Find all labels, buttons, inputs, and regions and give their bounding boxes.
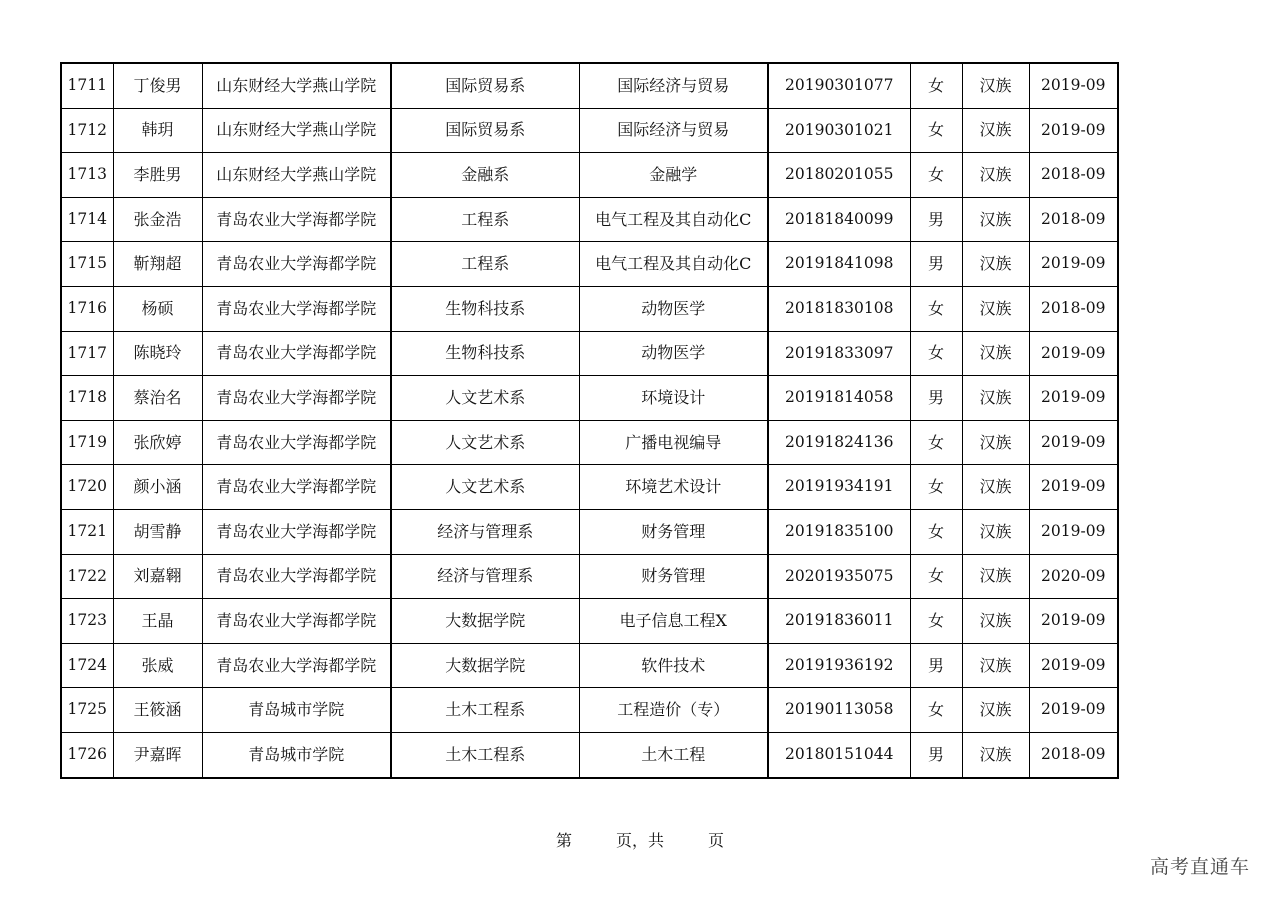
cell-enrollment-date: 2019-09 — [1029, 509, 1118, 554]
cell-student-name: 尹嘉晖 — [113, 732, 202, 777]
cell-ethnicity: 汉族 — [962, 688, 1029, 733]
cell-student-name: 颜小涵 — [113, 465, 202, 510]
cell-gender: 女 — [910, 688, 962, 733]
cell-ethnicity: 汉族 — [962, 286, 1029, 331]
cell-student-id: 20191835100 — [768, 509, 910, 554]
cell-department: 土木工程系 — [391, 688, 579, 733]
table-row — [61, 108, 1118, 153]
cell-student-name: 王晶 — [113, 599, 202, 644]
table-row — [61, 643, 1118, 688]
cell-row-number: 1712 — [61, 108, 113, 153]
cell-student-name: 刘嘉翱 — [113, 554, 202, 599]
cell-row-number: 1714 — [61, 197, 113, 242]
cell-gender: 男 — [910, 376, 962, 421]
cell-gender: 女 — [910, 286, 962, 331]
cell-row-number: 1726 — [61, 732, 113, 777]
cell-student-id: 20191836011 — [768, 599, 910, 644]
page-number-prefix: 第 — [555, 831, 572, 850]
cell-student-name: 蔡治名 — [113, 376, 202, 421]
cell-enrollment-date: 2019-09 — [1029, 599, 1118, 644]
cell-gender: 女 — [910, 63, 962, 108]
table-row — [61, 286, 1118, 331]
cell-major: 金融学 — [579, 153, 768, 198]
cell-row-number: 1722 — [61, 554, 113, 599]
cell-major: 电气工程及其自动化C — [579, 197, 768, 242]
table-row — [61, 197, 1118, 242]
cell-gender: 女 — [910, 153, 962, 198]
cell-department: 大数据学院 — [391, 599, 579, 644]
cell-enrollment-date: 2018-09 — [1029, 197, 1118, 242]
cell-student-id: 20191841098 — [768, 242, 910, 287]
cell-department: 人文艺术系 — [391, 465, 579, 510]
cell-student-id: 20201935075 — [768, 554, 910, 599]
cell-ethnicity: 汉族 — [962, 197, 1029, 242]
table-row — [61, 465, 1118, 510]
cell-student-id: 20191814058 — [768, 376, 910, 421]
cell-school: 青岛城市学院 — [202, 688, 391, 733]
cell-enrollment-date: 2019-09 — [1029, 465, 1118, 510]
cell-gender: 女 — [910, 331, 962, 376]
table-row — [61, 63, 1118, 108]
cell-student-name: 陈晓玲 — [113, 331, 202, 376]
cell-school: 青岛农业大学海都学院 — [202, 465, 391, 510]
roster-body — [61, 63, 1118, 778]
cell-enrollment-date: 2019-09 — [1029, 331, 1118, 376]
cell-department: 国际贸易系 — [391, 63, 579, 108]
table-row — [61, 509, 1118, 554]
page-number-suffix: 页 — [708, 831, 725, 850]
cell-school: 青岛农业大学海都学院 — [202, 197, 391, 242]
cell-row-number: 1718 — [61, 376, 113, 421]
cell-row-number: 1717 — [61, 331, 113, 376]
cell-school: 青岛农业大学海都学院 — [202, 509, 391, 554]
table-row — [61, 331, 1118, 376]
cell-school: 青岛农业大学海都学院 — [202, 643, 391, 688]
cell-school: 青岛农业大学海都学院 — [202, 331, 391, 376]
cell-row-number: 1711 — [61, 63, 113, 108]
cell-ethnicity: 汉族 — [962, 63, 1029, 108]
cell-major: 财务管理 — [579, 554, 768, 599]
cell-row-number: 1720 — [61, 465, 113, 510]
cell-department: 生物科技系 — [391, 286, 579, 331]
cell-major: 电子信息工程X — [579, 599, 768, 644]
cell-row-number: 1715 — [61, 242, 113, 287]
cell-ethnicity: 汉族 — [962, 331, 1029, 376]
cell-gender: 女 — [910, 554, 962, 599]
cell-enrollment-date: 2018-09 — [1029, 286, 1118, 331]
cell-department: 工程系 — [391, 242, 579, 287]
watermark-text: 高考直通车 — [1149, 856, 1250, 878]
cell-ethnicity: 汉族 — [962, 108, 1029, 153]
cell-row-number: 1724 — [61, 643, 113, 688]
cell-student-name: 王筱涵 — [113, 688, 202, 733]
cell-major: 环境设计 — [579, 376, 768, 421]
cell-row-number: 1713 — [61, 153, 113, 198]
cell-gender: 女 — [910, 108, 962, 153]
cell-school: 山东财经大学燕山学院 — [202, 108, 391, 153]
table-row — [61, 242, 1118, 287]
cell-gender: 男 — [910, 242, 962, 287]
cell-student-name: 张威 — [113, 643, 202, 688]
cell-gender: 女 — [910, 420, 962, 465]
cell-department: 国际贸易系 — [391, 108, 579, 153]
cell-student-name: 李胜男 — [113, 153, 202, 198]
cell-student-id: 20181830108 — [768, 286, 910, 331]
cell-department: 人文艺术系 — [391, 420, 579, 465]
cell-ethnicity: 汉族 — [962, 153, 1029, 198]
cell-student-name: 张欣婷 — [113, 420, 202, 465]
cell-gender: 女 — [910, 509, 962, 554]
cell-row-number: 1719 — [61, 420, 113, 465]
cell-row-number: 1723 — [61, 599, 113, 644]
cell-student-id: 20191824136 — [768, 420, 910, 465]
cell-department: 大数据学院 — [391, 643, 579, 688]
cell-major: 工程造价（专） — [579, 688, 768, 733]
cell-student-name: 胡雪静 — [113, 509, 202, 554]
cell-major: 国际经济与贸易 — [579, 63, 768, 108]
cell-enrollment-date: 2019-09 — [1029, 420, 1118, 465]
table-row — [61, 554, 1118, 599]
cell-department: 土木工程系 — [391, 732, 579, 777]
table-row — [61, 599, 1118, 644]
cell-school: 青岛农业大学海都学院 — [202, 242, 391, 287]
cell-student-name: 靳翔超 — [113, 242, 202, 287]
cell-student-name: 韩玥 — [113, 108, 202, 153]
cell-enrollment-date: 2019-09 — [1029, 108, 1118, 153]
cell-student-name: 张金浩 — [113, 197, 202, 242]
cell-gender: 男 — [910, 643, 962, 688]
cell-student-id: 20180201055 — [768, 153, 910, 198]
cell-student-name: 杨硕 — [113, 286, 202, 331]
cell-row-number: 1716 — [61, 286, 113, 331]
cell-school: 山东财经大学燕山学院 — [202, 63, 391, 108]
cell-department: 金融系 — [391, 153, 579, 198]
cell-enrollment-date: 2019-09 — [1029, 643, 1118, 688]
cell-student-id: 20180151044 — [768, 732, 910, 777]
cell-major: 广播电视编导 — [579, 420, 768, 465]
cell-school: 青岛农业大学海都学院 — [202, 554, 391, 599]
cell-school: 青岛农业大学海都学院 — [202, 420, 391, 465]
cell-ethnicity: 汉族 — [962, 554, 1029, 599]
cell-enrollment-date: 2018-09 — [1029, 732, 1118, 777]
cell-department: 经济与管理系 — [391, 509, 579, 554]
table-row — [61, 376, 1118, 421]
cell-major: 环境艺术设计 — [579, 465, 768, 510]
table-row — [61, 420, 1118, 465]
cell-ethnicity: 汉族 — [962, 732, 1029, 777]
cell-ethnicity: 汉族 — [962, 376, 1029, 421]
cell-student-id: 20191936192 — [768, 643, 910, 688]
cell-school: 青岛农业大学海都学院 — [202, 599, 391, 644]
cell-student-id: 20190301077 — [768, 63, 910, 108]
table-row — [61, 732, 1118, 777]
cell-enrollment-date: 2019-09 — [1029, 376, 1118, 421]
cell-enrollment-date: 2019-09 — [1029, 63, 1118, 108]
cell-major: 电气工程及其自动化C — [579, 242, 768, 287]
cell-major: 土木工程 — [579, 732, 768, 777]
cell-enrollment-date: 2019-09 — [1029, 688, 1118, 733]
cell-gender: 女 — [910, 465, 962, 510]
cell-row-number: 1721 — [61, 509, 113, 554]
cell-major: 国际经济与贸易 — [579, 108, 768, 153]
page-footer — [0, 828, 1280, 851]
cell-school: 山东财经大学燕山学院 — [202, 153, 391, 198]
cell-school: 青岛农业大学海都学院 — [202, 286, 391, 331]
cell-row-number: 1725 — [61, 688, 113, 733]
cell-major: 财务管理 — [579, 509, 768, 554]
cell-ethnicity: 汉族 — [962, 465, 1029, 510]
cell-gender: 男 — [910, 732, 962, 777]
cell-gender: 男 — [910, 197, 962, 242]
page-number-middle: 页，共 — [615, 831, 664, 850]
table-row — [61, 688, 1118, 733]
cell-school: 青岛城市学院 — [202, 732, 391, 777]
cell-department: 经济与管理系 — [391, 554, 579, 599]
cell-ethnicity: 汉族 — [962, 643, 1029, 688]
cell-enrollment-date: 2018-09 — [1029, 153, 1118, 198]
cell-major: 动物医学 — [579, 286, 768, 331]
cell-ethnicity: 汉族 — [962, 599, 1029, 644]
cell-department: 生物科技系 — [391, 331, 579, 376]
cell-department: 工程系 — [391, 197, 579, 242]
cell-gender: 女 — [910, 599, 962, 644]
cell-major: 软件技术 — [579, 643, 768, 688]
cell-student-id: 20191934191 — [768, 465, 910, 510]
cell-ethnicity: 汉族 — [962, 509, 1029, 554]
cell-major: 动物医学 — [579, 331, 768, 376]
table-row — [61, 153, 1118, 198]
cell-student-name: 丁俊男 — [113, 63, 202, 108]
cell-student-id: 20190113058 — [768, 688, 910, 733]
cell-student-id: 20191833097 — [768, 331, 910, 376]
cell-student-id: 20181840099 — [768, 197, 910, 242]
cell-enrollment-date: 2020-09 — [1029, 554, 1118, 599]
cell-enrollment-date: 2019-09 — [1029, 242, 1118, 287]
cell-ethnicity: 汉族 — [962, 242, 1029, 287]
cell-department: 人文艺术系 — [391, 376, 579, 421]
cell-student-id: 20190301021 — [768, 108, 910, 153]
cell-school: 青岛农业大学海都学院 — [202, 376, 391, 421]
student-roster-table — [60, 62, 1119, 779]
cell-ethnicity: 汉族 — [962, 420, 1029, 465]
